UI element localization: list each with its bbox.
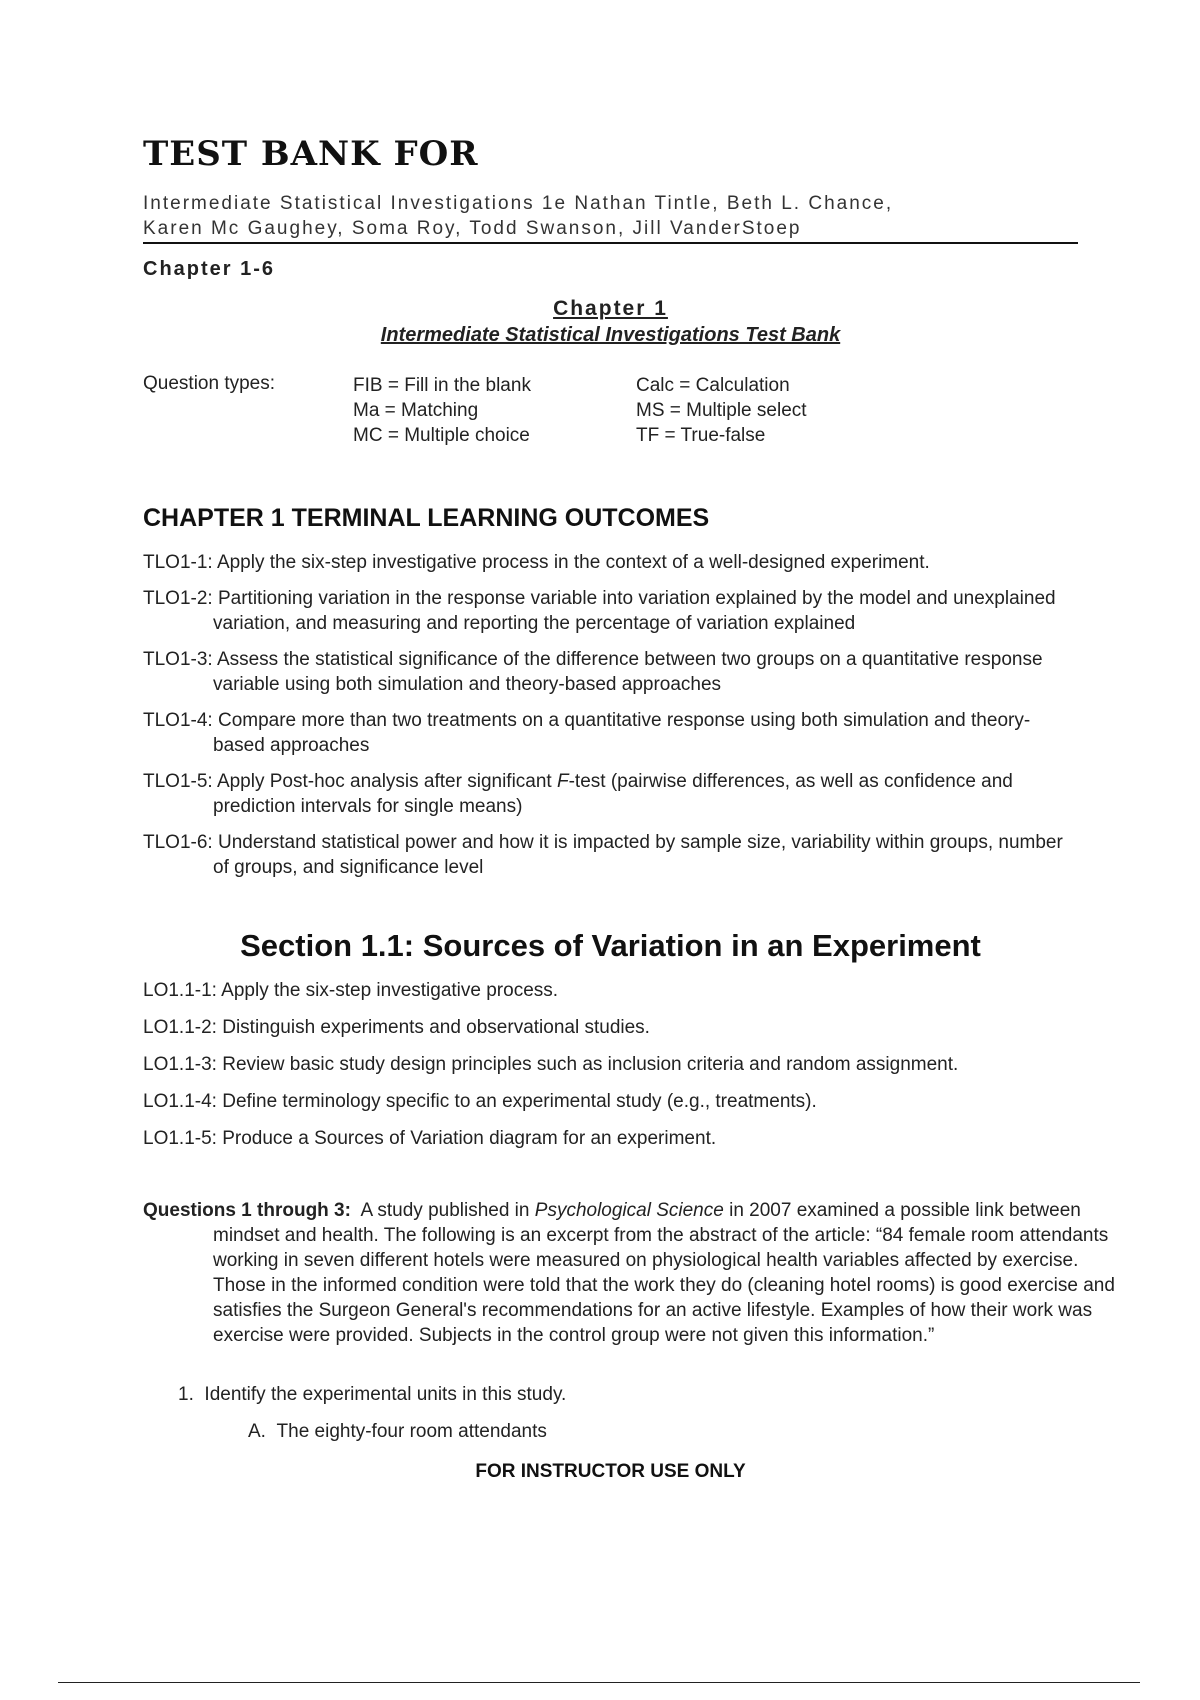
tlo-text: Apply the six-step investigative process in the context of a well-designed experiment.	[216, 552, 930, 573]
question-types-column-1	[353, 373, 531, 448]
book-subtitle-line-2: Karen Mc Gaughey, Soma Roy, Todd Swanson, Jill VanderStoep	[143, 218, 802, 239]
tlo-text: Partitioning variation in the response variable into variation explained by the model and unexplained variation, and measuring and reporting the percentage of variation explained	[213, 588, 1056, 634]
lo-text: Apply the six-step investigative process.	[221, 980, 559, 1001]
answer-letter: A.	[248, 1421, 266, 1442]
tlo-item	[143, 647, 1078, 697]
lo-text: Define terminology specific to an experimental study (e.g., treatments).	[222, 1091, 817, 1112]
lo-text: Distinguish experiments and observational studies.	[222, 1017, 650, 1038]
tlo-text: Assess the statistical significance of the difference between two groups on a quantitative response variable using both simulation and theory-based approaches	[213, 649, 1043, 695]
chapter-subheading: Intermediate Statistical Investigations Test Bank	[380, 324, 841, 346]
lo-text: Review basic study design principles such as inclusion criteria and random assignment.	[222, 1054, 959, 1075]
test-bank-title: TEST BANK FOR	[143, 134, 479, 174]
tlo-text: Understand statistical power and how it is impacted by sample size, variability within groups, number of groups, and significance level	[213, 832, 1063, 878]
learning-objectives-list	[143, 978, 1078, 1163]
tlo-heading: CHAPTER 1 TERMINAL LEARNING OUTCOMES	[143, 504, 710, 532]
question-text: Identify the experimental units in this study.	[204, 1384, 567, 1405]
learning-objective	[143, 978, 1078, 1003]
tlo-id: TLO1-3:	[143, 649, 213, 670]
question-type-item: Ma = Matching	[353, 400, 479, 421]
tlo-item	[143, 830, 1078, 880]
lo-text: Produce a Sources of Variation diagram for an experiment.	[222, 1128, 717, 1149]
question-type-item: MC = Multiple choice	[353, 425, 530, 446]
lo-id: LO1.1-4:	[143, 1091, 217, 1112]
question-types-label: Question types:	[143, 373, 276, 394]
chapter-heading: Chapter 1	[553, 297, 668, 320]
journal-name: Psychological Science	[534, 1200, 724, 1221]
tlo-item	[143, 586, 1078, 636]
lo-id: LO1.1-3:	[143, 1054, 217, 1075]
question-intro-after: in 2007 examined a possible link between mindset and health. The following is an excerpt from the abstract of the article: “84 female room attendants working in seven different hotels were measured on physiological health variables affected by exercise. Those in the informed condition were told that the work they do (cleaning hotel rooms) is good exercise and satisfies the Surgeon General's recommendations for an active lifestyle. Examples of how their work was exercise were provided. Subjects in the control group were not given this information.”	[213, 1200, 1115, 1346]
question-type-item: TF = True-false	[636, 425, 766, 446]
tlo-text-before: Apply Post-hoc analysis after significant	[216, 771, 557, 792]
tlo-id: TLO1-5:	[143, 771, 213, 792]
bottom-divider	[58, 1682, 1140, 1683]
instructor-use-note: FOR INSTRUCTOR USE ONLY	[475, 1461, 746, 1482]
learning-objective	[143, 1015, 1078, 1040]
lo-id: LO1.1-5:	[143, 1128, 217, 1149]
learning-objective	[143, 1052, 1078, 1077]
learning-objective	[143, 1126, 1078, 1151]
question-types-column-2	[636, 373, 807, 448]
answer-text: The eighty-four room attendants	[276, 1421, 547, 1442]
tlo-item	[143, 769, 1078, 819]
book-subtitle	[143, 191, 1078, 241]
question-intro	[143, 1198, 1133, 1348]
question-number: 1.	[178, 1384, 194, 1405]
tlo-text-after: -test (pairwise differences, as well as confidence and prediction intervals for single means)	[213, 771, 1013, 817]
lo-id: LO1.1-2:	[143, 1017, 217, 1038]
tlo-item	[143, 708, 1078, 758]
learning-objective	[143, 1089, 1078, 1114]
book-subtitle-line-1: Intermediate Statistical Investigations 1e Nathan Tintle, Beth L. Chance,	[143, 193, 894, 214]
tlo-list	[143, 550, 1078, 891]
header-divider	[143, 242, 1078, 244]
tlo-text: Compare more than two treatments on a quantitative response using both simulation and theory-based approaches	[213, 710, 1031, 756]
answer-option	[248, 1421, 547, 1443]
tlo-item	[143, 550, 1078, 575]
question-type-item: Calc = Calculation	[636, 375, 790, 396]
section-title: Section 1.1: Sources of Variation in an Experiment	[240, 928, 981, 963]
question-intro-label: Questions 1 through 3:	[143, 1200, 351, 1221]
tlo-id: TLO1-4:	[143, 710, 213, 731]
tlo-text-italic: F	[557, 771, 569, 792]
tlo-id: TLO1-2:	[143, 588, 213, 609]
tlo-id: TLO1-1:	[143, 552, 213, 573]
question-intro-before: A study published in	[360, 1200, 530, 1221]
question-item	[178, 1384, 566, 1406]
tlo-id: TLO1-6:	[143, 832, 213, 853]
question-type-item: FIB = Fill in the blank	[353, 375, 531, 396]
lo-id: LO1.1-1:	[143, 980, 217, 1001]
question-type-item: MS = Multiple select	[636, 400, 807, 421]
chapter-range: Chapter 1-6	[143, 258, 276, 280]
